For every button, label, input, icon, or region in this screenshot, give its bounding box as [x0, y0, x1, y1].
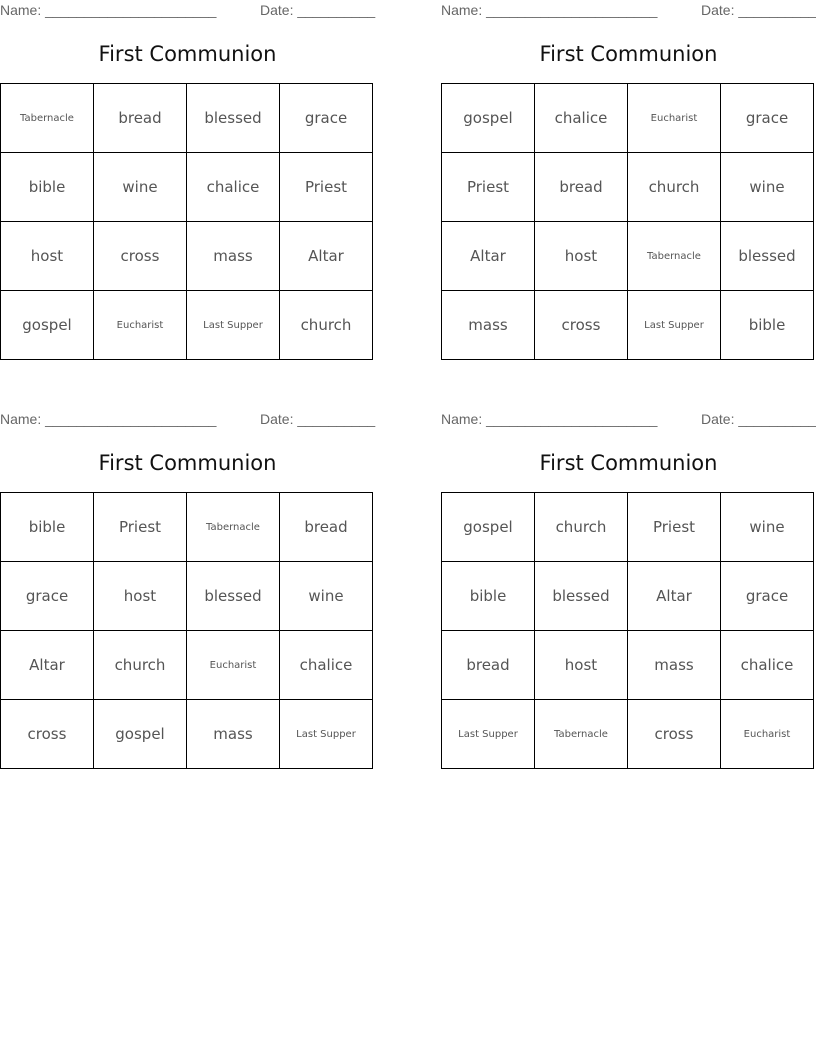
date-field: Date: __________: [701, 411, 816, 427]
grid-row: [1, 222, 373, 291]
grid-cell: gospel: [442, 493, 535, 562]
grid-row: [1, 631, 373, 700]
grid-cell: church: [280, 291, 373, 360]
grid-cell: mass: [187, 222, 280, 291]
grid-cell: cross: [1, 700, 94, 769]
grid-cell: Last Supper: [280, 700, 373, 769]
bingo-card: [441, 0, 816, 364]
grid-cell: Last Supper: [187, 291, 280, 360]
grid-cell: wine: [721, 493, 814, 562]
grid-row: [1, 291, 373, 360]
header-fields: [441, 2, 816, 20]
grid-cell: wine: [721, 153, 814, 222]
grid-cell: chalice: [721, 631, 814, 700]
grid-cell: grace: [721, 562, 814, 631]
grid-cell: blessed: [721, 222, 814, 291]
grid-cell: Tabernacle: [187, 493, 280, 562]
grid-row: [1, 700, 373, 769]
bingo-grid: [0, 492, 373, 769]
date-field: Date: __________: [701, 2, 816, 18]
grid-cell: host: [535, 631, 628, 700]
grid-row: [1, 493, 373, 562]
grid-cell: gospel: [94, 700, 187, 769]
grid-cell: cross: [628, 700, 721, 769]
grid-cell: church: [628, 153, 721, 222]
grid-cell: Priest: [94, 493, 187, 562]
grid-cell: bible: [721, 291, 814, 360]
grid-row: [1, 84, 373, 153]
grid-cell: Priest: [442, 153, 535, 222]
bingo-grid: [0, 83, 373, 360]
card-title: First Communion: [98, 451, 277, 475]
header-fields: [0, 411, 375, 429]
grid-row: [442, 291, 814, 360]
grid-cell: grace: [721, 84, 814, 153]
bingo-grid: [441, 492, 814, 769]
grid-cell: Altar: [1, 631, 94, 700]
grid-cell: bible: [442, 562, 535, 631]
grid-cell: Tabernacle: [1, 84, 94, 153]
grid-cell: grace: [1, 562, 94, 631]
grid-cell: Tabernacle: [628, 222, 721, 291]
grid-cell: Last Supper: [628, 291, 721, 360]
grid-cell: chalice: [187, 153, 280, 222]
grid-cell: mass: [628, 631, 721, 700]
grid-cell: bread: [535, 153, 628, 222]
grid-cell: Priest: [628, 493, 721, 562]
name-field: Name: ______________________: [0, 411, 217, 427]
grid-cell: blessed: [535, 562, 628, 631]
grid-cell: church: [535, 493, 628, 562]
grid-row: [442, 493, 814, 562]
grid-cell: gospel: [1, 291, 94, 360]
grid-cell: bible: [1, 493, 94, 562]
grid-cell: Altar: [442, 222, 535, 291]
grid-cell: Altar: [628, 562, 721, 631]
grid-row: [442, 700, 814, 769]
grid-row: [442, 84, 814, 153]
grid-cell: Altar: [280, 222, 373, 291]
name-field: Name: ______________________: [0, 2, 217, 18]
bingo-card: [0, 0, 375, 364]
grid-cell: gospel: [442, 84, 535, 153]
grid-cell: bible: [1, 153, 94, 222]
grid-cell: host: [1, 222, 94, 291]
grid-cell: Priest: [280, 153, 373, 222]
card-title: First Communion: [539, 451, 718, 475]
grid-cell: Eucharist: [721, 700, 814, 769]
bingo-grid: [441, 83, 814, 360]
grid-cell: chalice: [280, 631, 373, 700]
grid-row: [1, 153, 373, 222]
bingo-card: [0, 409, 375, 773]
grid-cell: Eucharist: [187, 631, 280, 700]
grid-cell: bread: [94, 84, 187, 153]
grid-cell: mass: [187, 700, 280, 769]
grid-cell: Tabernacle: [535, 700, 628, 769]
grid-row: [442, 222, 814, 291]
header-fields: [0, 2, 375, 20]
grid-cell: cross: [535, 291, 628, 360]
grid-cell: blessed: [187, 562, 280, 631]
grid-cell: wine: [280, 562, 373, 631]
grid-row: [442, 562, 814, 631]
grid-cell: host: [535, 222, 628, 291]
grid-cell: chalice: [535, 84, 628, 153]
grid-cell: Eucharist: [94, 291, 187, 360]
date-field: Date: __________: [260, 2, 376, 18]
grid-cell: bread: [280, 493, 373, 562]
card-title: First Communion: [539, 42, 718, 66]
header-fields: [441, 411, 816, 429]
date-field: Date: __________: [260, 411, 376, 427]
grid-cell: bread: [442, 631, 535, 700]
grid-cell: Last Supper: [442, 700, 535, 769]
grid-cell: grace: [280, 84, 373, 153]
card-title: First Communion: [98, 42, 277, 66]
bingo-card: [441, 409, 816, 773]
name-field: Name: ______________________: [441, 411, 658, 427]
grid-cell: blessed: [187, 84, 280, 153]
grid-cell: mass: [442, 291, 535, 360]
name-field: Name: ______________________: [441, 2, 658, 18]
grid-cell: host: [94, 562, 187, 631]
grid-row: [442, 631, 814, 700]
grid-row: [442, 153, 814, 222]
grid-cell: church: [94, 631, 187, 700]
grid-cell: wine: [94, 153, 187, 222]
grid-row: [1, 562, 373, 631]
grid-cell: cross: [94, 222, 187, 291]
grid-cell: Eucharist: [628, 84, 721, 153]
